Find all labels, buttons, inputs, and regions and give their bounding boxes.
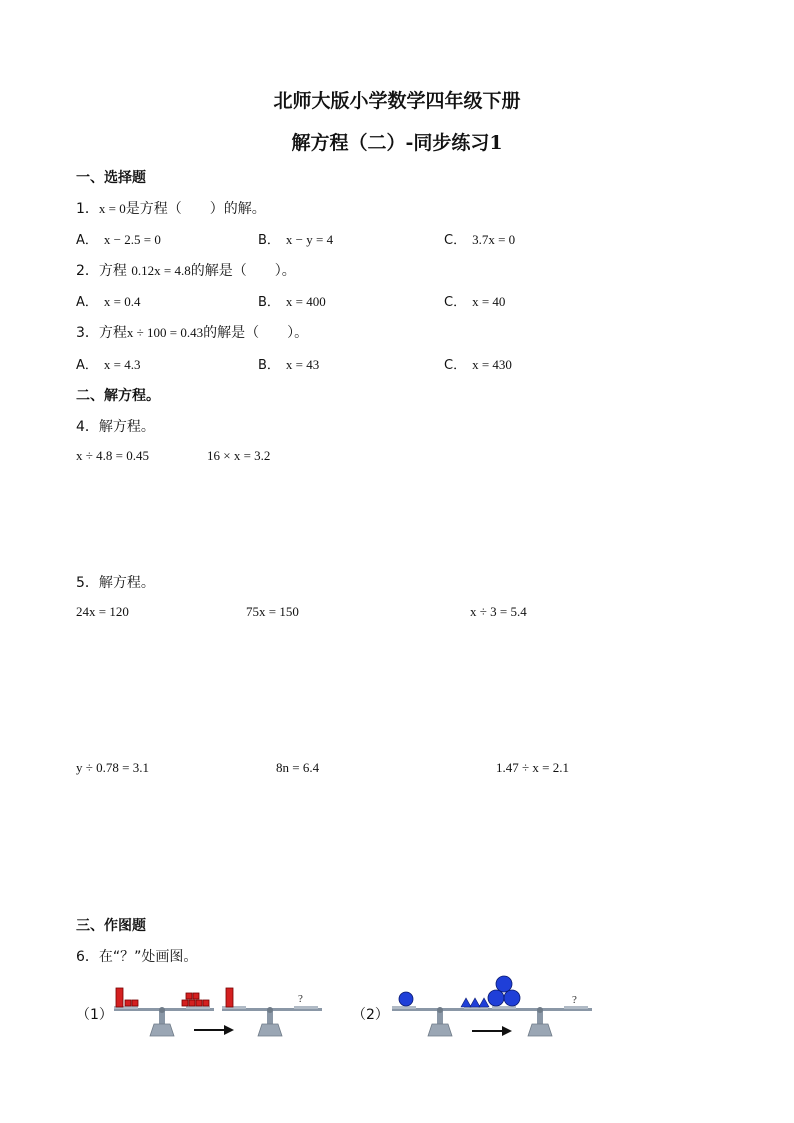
- q2-option-a[interactable]: A． x = 0.4: [76, 294, 141, 310]
- q6-part-2-label: （2）: [352, 1007, 389, 1023]
- balance-scale-icon: [222, 1006, 322, 1036]
- question-4-label: 4．解方程。: [76, 419, 155, 435]
- q6-drawing-1: [110, 980, 330, 1042]
- q4-equation-2: 16 × x = 3.2: [207, 448, 271, 463]
- q3-option-b[interactable]: B． x = 43: [258, 357, 320, 373]
- q5-equation-2: 75x = 150: [246, 604, 299, 619]
- q3-option-a[interactable]: A． x = 4.3: [76, 357, 141, 373]
- q5-equation-1: 24x = 120: [76, 604, 129, 619]
- q5-equation-3: x ÷ 3 = 5.4: [470, 604, 527, 619]
- page-subtitle: 解方程（二）-同步练习1: [291, 132, 503, 154]
- red-cube-stack: [182, 993, 209, 1006]
- blue-circle-stack: [488, 976, 520, 1006]
- q1-equation: x = 0: [98, 201, 126, 216]
- q2-option-c[interactable]: C． x = 40: [444, 294, 506, 310]
- arrow-right-icon: [194, 1025, 234, 1035]
- question-mark-1: ?: [298, 993, 303, 1005]
- balance-scale-icon: [114, 1006, 214, 1036]
- red-block-group-left: [116, 988, 138, 1007]
- page-title: 北师大版小学数学四年级下册: [273, 90, 521, 112]
- question-1: 1．x = 0是方程（ ）的解。: [76, 201, 266, 217]
- arrow-right-icon: [472, 1026, 512, 1036]
- q5-equation-4: y ÷ 0.78 = 3.1: [76, 760, 149, 775]
- question-6-label: 6．在“？”处画图。: [76, 949, 198, 965]
- q3-equation: x ÷ 100 = 0.43: [126, 325, 204, 340]
- q1-option-b[interactable]: B． x − y = 4: [258, 232, 334, 248]
- q5-equation-5: 8n = 6.4: [276, 760, 320, 775]
- q1-option-a[interactable]: A． x − 2.5 = 0: [76, 232, 161, 248]
- question-mark-2: ?: [572, 994, 577, 1006]
- q2-option-b[interactable]: B． x = 400: [258, 294, 326, 310]
- section-choice-title: 一、选择题: [76, 170, 146, 186]
- blue-circle: [399, 992, 413, 1006]
- question-5-label: 5．解方程。: [76, 575, 155, 591]
- q4-equation-1: x ÷ 4.8 = 0.45: [76, 448, 149, 463]
- q2-equation: 0.12x = 4.8: [131, 263, 191, 278]
- section-solve-title: 二、解方程。: [76, 388, 160, 404]
- q3-option-c[interactable]: C． x = 430: [444, 357, 512, 373]
- question-2: 2．方程 0.12x = 4.8的解是（ ）。: [76, 263, 296, 279]
- q6-drawing-2: [388, 974, 598, 1042]
- question-3: 3．方程x ÷ 100 = 0.43的解是（ ）。: [76, 325, 309, 341]
- section-drawing-title: 三、作图题: [76, 918, 146, 934]
- q6-part-1-label: （1）: [76, 1007, 113, 1023]
- blue-triangle-group: [461, 998, 489, 1007]
- red-tall-block: [226, 988, 233, 1007]
- q5-equation-6: 1.47 ÷ x = 2.1: [496, 760, 569, 775]
- q1-option-c[interactable]: C． 3.7x = 0: [444, 232, 516, 248]
